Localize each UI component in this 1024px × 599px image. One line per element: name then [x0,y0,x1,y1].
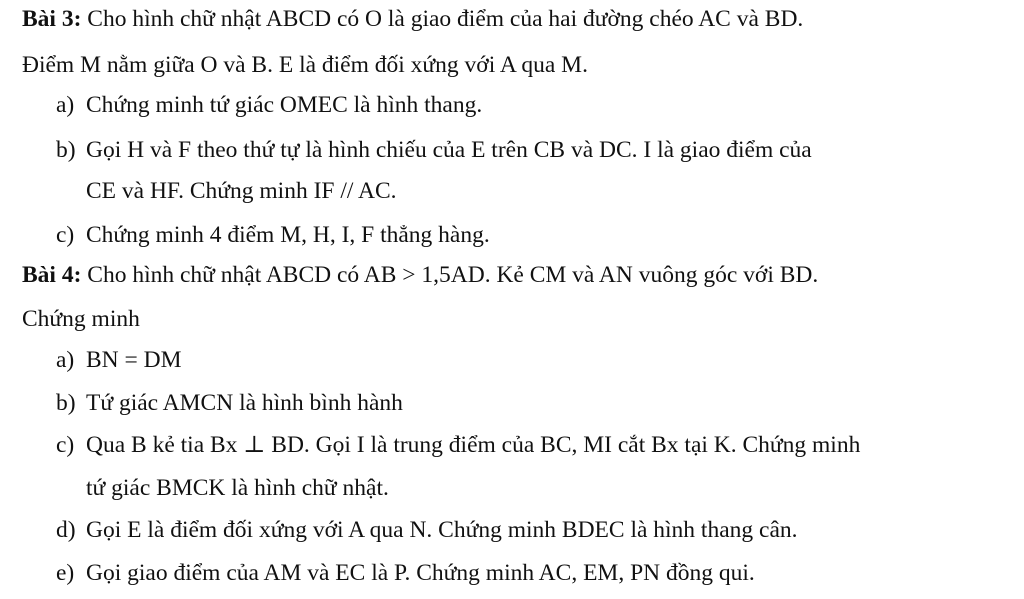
problem4-intro-line1 [22,260,818,290]
problem4-item-d [56,515,798,545]
item-marker: a) [56,92,75,118]
item-marker: b) [56,137,76,163]
item-text: Gọi H và F theo thứ tự là hình chiếu của E trên CB và DC. I là giao điểm của [86,137,812,163]
problem3-item-b [56,135,812,165]
item-marker: b) [56,390,76,416]
item-marker: a) [56,347,75,373]
item-text: Tứ giác AMCN là hình bình hành [86,390,403,416]
problem4-intro-text: Cho hình chữ nhật ABCD có AB > 1,5AD. Kẻ CM và AN vuông góc với BD. [81,262,819,288]
item-marker: d) [56,517,76,543]
item-marker: c) [56,432,75,458]
problem4-item-c [56,430,860,460]
item-text: BN = DM [86,347,182,373]
problem3-item-c [56,220,490,250]
problem3-label: Bài 3: [22,6,82,32]
item-text: Gọi E là điểm đối xứng với A qua N. Chứng minh BDEC là hình thang cân. [86,517,798,543]
item-text: Chứng minh 4 điểm M, H, I, F thẳng hàng. [86,222,490,248]
problem4-label: Bài 4: [22,262,82,288]
item-marker: e) [56,560,75,586]
problem3-item-b-continuation: CE và HF. Chứng minh IF // AC. [86,178,397,204]
problem4-intro-line2: Chứng minh [22,306,140,332]
problem4-item-c-continuation: tứ giác BMCK là hình chữ nhật. [86,475,389,501]
problem3-item-a [56,90,482,120]
problem3-intro-text: Cho hình chữ nhật ABCD có O là giao điểm của hai đường chéo AC và BD. [81,6,804,32]
item-marker: c) [56,222,75,248]
problem3-intro-line2: Điểm M nằm giữa O và B. E là điểm đối xứng với A qua M. [22,52,588,78]
item-text: Chứng minh tứ giác OMEC là hình thang. [86,92,483,118]
problem3-intro-line1 [22,4,803,34]
problem4-item-e [56,558,755,588]
problem4-item-b [56,388,403,418]
item-text: Qua B kẻ tia Bx ⊥ BD. Gọi I là trung điểm của BC, MI cắt Bx tại K. Chứng minh [86,432,861,458]
item-text: Gọi giao điểm của AM và EC là P. Chứng minh AC, EM, PN đồng qui. [86,560,755,586]
problem4-item-a [56,345,182,375]
